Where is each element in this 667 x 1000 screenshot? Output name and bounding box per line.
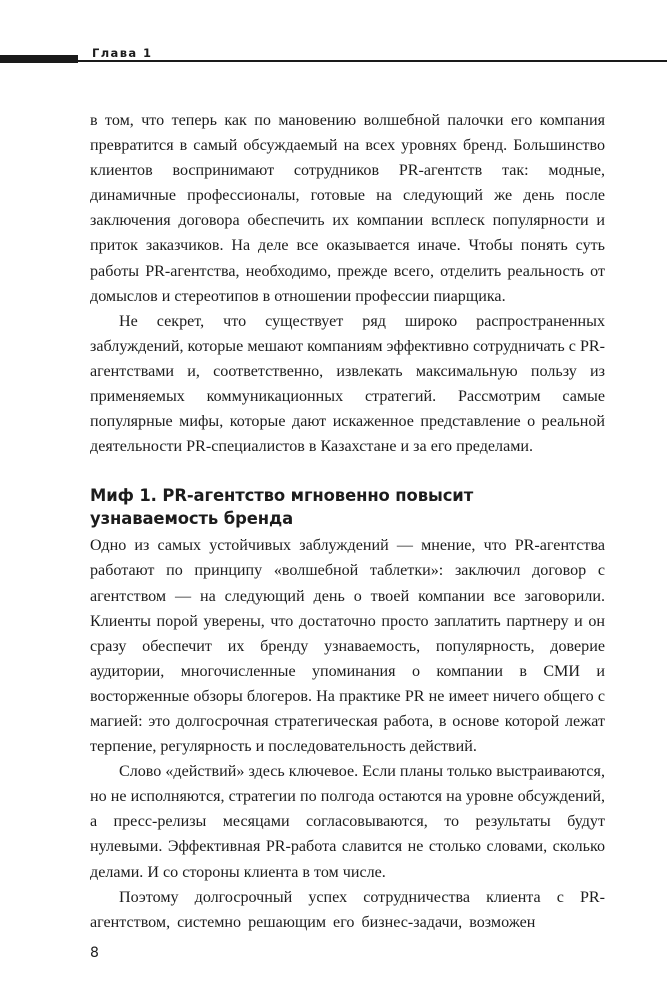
page-body [90,108,605,935]
paragraph-myths-intro: Не секрет, что существует ряд широко распространенных заблуждений, которые мешают компаниям эффективно сотрудничать с PR-агентствами и, соответственно, извлекать максимальную пользу из применяемых коммуникационных стратегий. Рассмотрим самые популярные мифы, которые дают искаженное представление о реальной деятельности PR-специалистов в Казахстане и за его пределами. [90,312,605,456]
page-number: 8 [90,945,99,961]
section-heading-myth-1 [90,484,605,530]
chapter-marker-bar [0,55,78,63]
paragraph-long-term-success: Поэтому долгосрочный успех сотрудничества клиента с PR-агентством, системно решающим его бизнес-задачи, возможен [90,888,605,931]
section-heading-line-1: Миф 1. PR-агентство мгновенно повысит [90,486,474,506]
chapter-label: Глава 1 [92,46,158,60]
chapter-header-rule [78,60,667,62]
paragraph-continued: в том, что теперь как по мановению волшебной палочки его компания превратится в самый обсуждаемый на всех уровнях бренд. Большинство клиентов воспринимают сотрудников PR-агентств так: модные, динамичные профессионалы, готовые на следующий же день после заключения договора обеспечить их компании всплеск популярности и приток заказчиков. На деле все оказывается иначе. Чтобы понять суть работы PR-агентства, необходимо, прежде всего, отделить реальность от домыслов и стереотипов в отношении профессии пиарщика. [90,112,605,305]
paragraph-actions: Слово «действий» здесь ключевое. Если планы только выстраиваются, но не исполняются, стратегии по полгода остаются на уровне обсуждений, а пресс-релизы месяцами согласовываются, то результаты будут нулевыми. Эффективная PR-работа славится не столько словами, сколько делами. И со стороны клиента в том числе. [90,763,605,881]
section-heading-line-2: узнаваемость бренда [90,509,294,529]
paragraph-myth-1-body: Одно из самых устойчивых заблуждений — мнение, что PR-агентства работают по принципу «волшебной таблетки»: заключил договор с агентством — на следующий день о твоей компании все заговорили. Клиенты порой уверены, что достаточно просто заплатить партнеру и он сразу обеспечит их бренду узнаваемость, популярность, доверие аудитории, многочисленные упоминания о компании в СМИ и восторженные обзоры блогеров. На практике PR не имеет ничего общего с магией: это долгосрочная стратегическая работа, в основе которой лежат терпение, регулярность и последовательность действий. [90,537,605,756]
